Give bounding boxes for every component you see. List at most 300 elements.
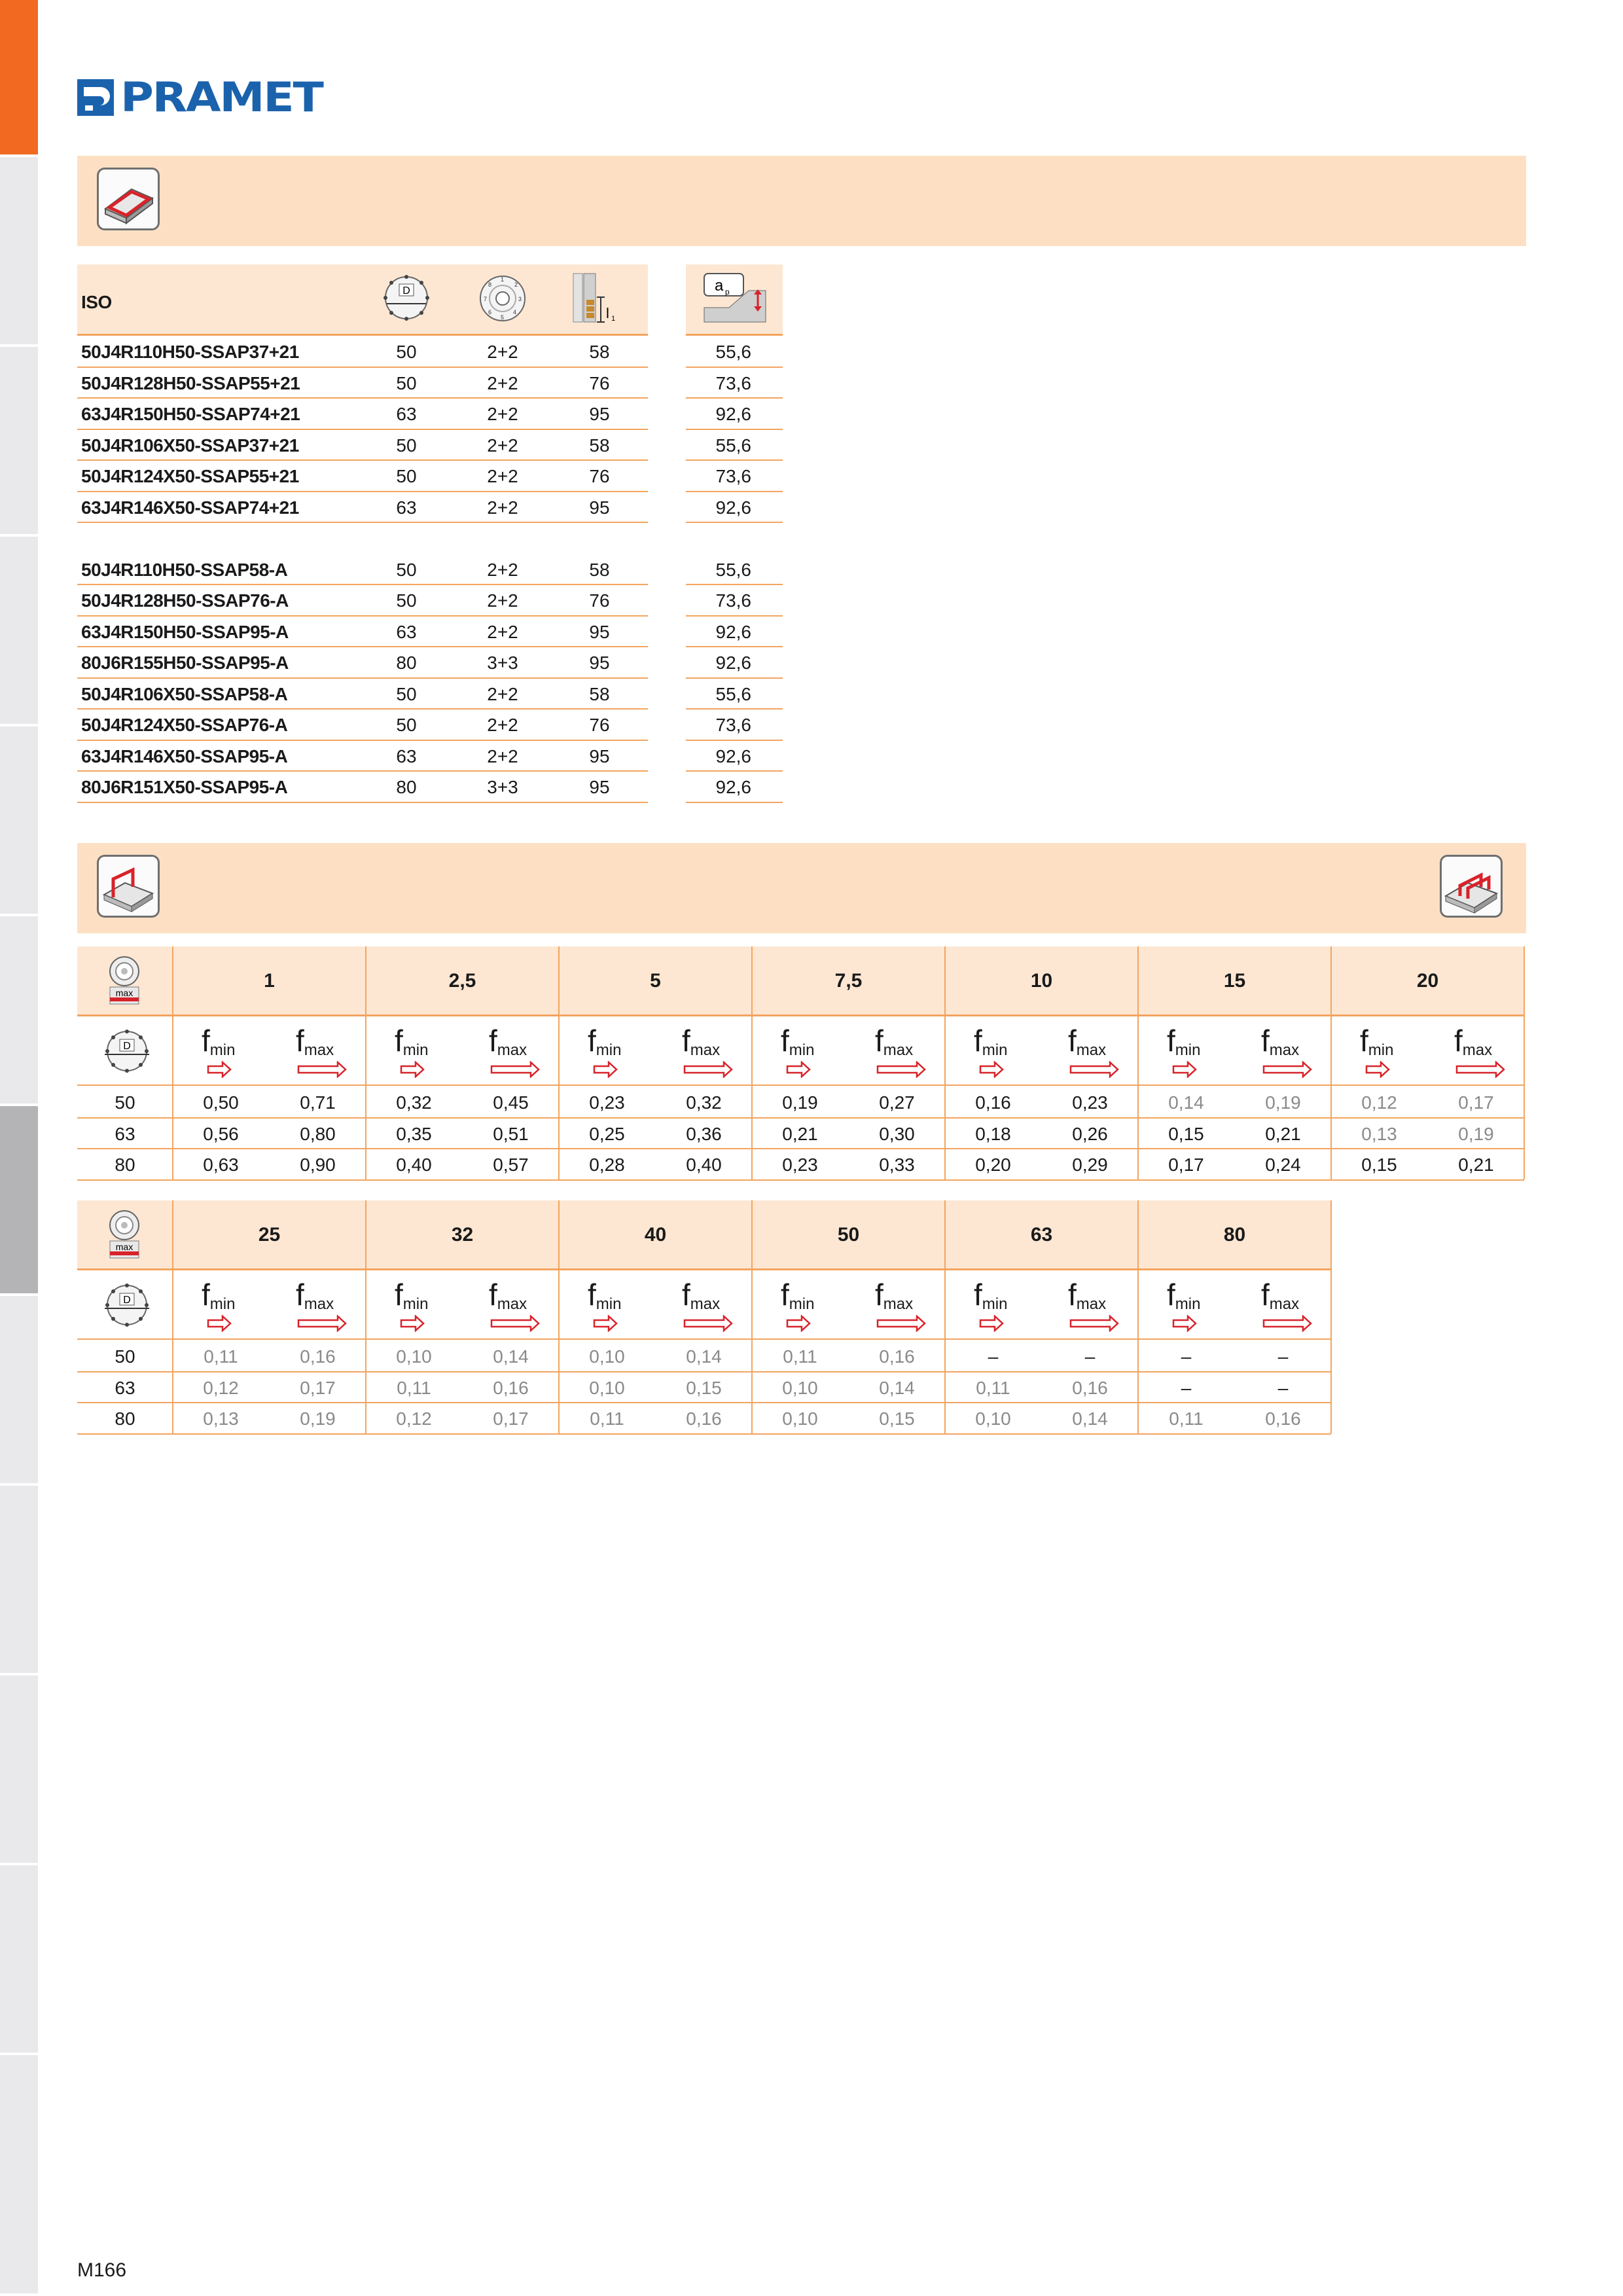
feed-value: 0,12: [396, 1408, 432, 1429]
ap-value: 55,6: [715, 435, 751, 456]
fmax-label: [489, 1026, 527, 1058]
side-tab[interactable]: [0, 157, 38, 347]
column-separator: [1330, 946, 1332, 1179]
svg-text:D: D: [123, 1295, 131, 1306]
feed-value: 0,16: [1265, 1408, 1301, 1429]
min-subscript: min: [596, 1041, 622, 1059]
row-rule: [686, 429, 783, 430]
feed-max-arrow-icon: [683, 1061, 733, 1078]
min-subscript: min: [402, 1041, 429, 1059]
feed-min-arrow-icon: [593, 1061, 618, 1078]
fmin-label: [1360, 1026, 1393, 1058]
engagement-column-header: 63: [1030, 1224, 1053, 1246]
diameter-value: 80: [396, 653, 417, 673]
feed-value: 0,28: [589, 1155, 625, 1175]
length-value: 95: [589, 777, 610, 797]
feed-value: 0,15: [879, 1408, 915, 1429]
side-tab[interactable]: [0, 916, 38, 1106]
column-separator: [558, 1200, 560, 1433]
row-rule: [77, 1433, 1331, 1435]
length-l1-icon: [572, 271, 628, 327]
feed-value: 0,40: [686, 1155, 722, 1175]
min-subscript: min: [789, 1295, 815, 1313]
row-rule: [77, 1402, 1331, 1403]
teeth-value: 2+2: [487, 404, 518, 424]
engagement-column-header: 32: [451, 1224, 474, 1246]
feed-min-arrow-icon: [207, 1061, 232, 1078]
row-rule: [686, 584, 783, 585]
teeth-value: 2+2: [487, 559, 518, 580]
depth-ap-icon: [703, 271, 768, 326]
ap-value: 92,6: [715, 404, 751, 424]
engagement-column-header: 50: [837, 1224, 860, 1246]
feed-value: 0,16: [300, 1346, 336, 1367]
diameter-value: 80: [115, 1408, 135, 1429]
row-rule: [686, 802, 783, 803]
header-rule: [77, 334, 648, 336]
fmin-label: [588, 1280, 621, 1312]
length-value: 76: [589, 715, 610, 735]
column-separator: [751, 1200, 753, 1433]
engagement-column-header: 15: [1223, 970, 1246, 992]
row-rule: [686, 615, 783, 617]
feed-value: 0,16: [686, 1408, 722, 1429]
feed-value: 0,16: [975, 1092, 1011, 1113]
row-rule: [77, 522, 648, 523]
teeth-value: 2+2: [487, 497, 518, 518]
fmax-label: [682, 1280, 720, 1312]
row-rule: [686, 367, 783, 368]
row-rule: [686, 397, 783, 399]
feed-value: 0,21: [1265, 1123, 1301, 1144]
feed-max-arrow-icon: [490, 1315, 540, 1332]
row-rule: [686, 522, 783, 523]
svg-text:7: 7: [484, 296, 488, 302]
brand-logo: [77, 73, 323, 121]
teeth-value: 2+2: [487, 590, 518, 611]
row-rule: [77, 459, 648, 461]
svg-text:8: 8: [488, 281, 492, 288]
svg-text:p: p: [725, 287, 730, 296]
column-separator: [365, 946, 366, 1179]
fmax-label: [1454, 1026, 1492, 1058]
column-separator: [558, 946, 560, 1179]
teeth-count-icon: [476, 272, 529, 325]
row-rule: [686, 708, 783, 709]
engagement-width-icon: [106, 1208, 143, 1261]
fmax-label: [1261, 1026, 1299, 1058]
svg-text:1: 1: [501, 276, 505, 283]
iso-code: 50J4R124X50-SSAP76-A: [81, 715, 288, 735]
fmin-label: [781, 1026, 814, 1058]
length-value: 95: [589, 497, 610, 518]
fmax-label: [875, 1280, 913, 1312]
max-subscript: max: [1462, 1041, 1493, 1059]
f-symbol: f: [395, 1278, 403, 1312]
svg-text:D: D: [402, 285, 410, 296]
feed-value: 0,11: [976, 1377, 1010, 1398]
feed-value: 0,29: [1072, 1155, 1108, 1175]
side-tab[interactable]: [0, 1486, 38, 1676]
column-separator: [365, 1200, 366, 1433]
ap-value: 92,6: [715, 777, 751, 797]
fmin-label: [974, 1026, 1007, 1058]
engagement-column-header: 80: [1223, 1224, 1246, 1246]
feed-value: 0,19: [782, 1092, 818, 1113]
row-rule: [77, 615, 648, 617]
f-symbol: f: [296, 1024, 304, 1058]
feed-value: 0,33: [879, 1155, 915, 1175]
feed-value: 0,26: [1072, 1123, 1108, 1144]
length-value: 95: [589, 653, 610, 673]
cutter-diameter-icon: [381, 272, 432, 323]
diameter-value: 50: [396, 342, 417, 362]
diameter-value: 50: [396, 715, 417, 735]
diameter-value: 50: [396, 559, 417, 580]
fmax-label: [875, 1026, 913, 1058]
f-symbol: f: [1360, 1024, 1368, 1058]
diameter-value: 50: [396, 466, 417, 486]
feed-max-arrow-icon: [490, 1061, 540, 1078]
feed-value: 0,71: [300, 1092, 336, 1113]
feed-value: 0,10: [589, 1346, 625, 1367]
feed-value: 0,51: [493, 1123, 529, 1144]
column-separator: [1137, 946, 1139, 1179]
feed-value: 0,14: [493, 1346, 529, 1367]
feed-value: 0,14: [879, 1377, 915, 1398]
side-tab[interactable]: [0, 1676, 38, 1865]
feed-value: 0,13: [1361, 1123, 1397, 1144]
ap-value: 73,6: [715, 372, 751, 393]
teeth-value: 2+2: [487, 342, 518, 362]
feed-max-arrow-icon: [1455, 1061, 1505, 1078]
row-rule: [686, 491, 783, 492]
max-subscript: max: [304, 1295, 334, 1313]
diameter-value: 63: [115, 1377, 135, 1398]
iso-code: 50J4R106X50-SSAP37+21: [81, 435, 299, 456]
iso-code: 50J4R128H50-SSAP55+21: [81, 372, 300, 393]
fmin-label: [974, 1280, 1007, 1312]
fmax-label: [682, 1026, 720, 1058]
feed-value: 0,32: [686, 1092, 722, 1113]
row-rule: [77, 1371, 1331, 1372]
feed-value: 0,10: [782, 1408, 818, 1429]
row-rule: [77, 708, 648, 709]
feed-max-arrow-icon: [1069, 1315, 1119, 1332]
max-subscript: max: [690, 1295, 721, 1313]
svg-text:3: 3: [518, 296, 522, 302]
max-subscript: max: [1269, 1041, 1300, 1059]
header-rule: [77, 1268, 1331, 1270]
fmax-label: [296, 1280, 334, 1312]
feed-value: 0,19: [1265, 1092, 1301, 1113]
iso-code: 63J4R150H50-SSAP74+21: [81, 404, 300, 424]
column-separator: [1524, 946, 1525, 1179]
slot-groove-icon: [1440, 855, 1503, 918]
feed-value: 0,12: [1361, 1092, 1397, 1113]
fmax-label: [296, 1026, 334, 1058]
f-symbol: f: [682, 1278, 690, 1312]
feed-value: 0,90: [300, 1155, 336, 1175]
feed-value: 0,17: [300, 1377, 336, 1398]
ap-value: 73,6: [715, 590, 751, 611]
ap-value: 73,6: [715, 715, 751, 735]
max-subscript: max: [1076, 1041, 1107, 1059]
fmin-label: [395, 1280, 428, 1312]
max-subscript: max: [304, 1041, 334, 1059]
row-rule: [686, 770, 783, 772]
feed-value: 0,10: [975, 1408, 1011, 1429]
row-rule: [686, 677, 783, 679]
f-symbol: f: [974, 1278, 982, 1312]
feed-min-arrow-icon: [786, 1315, 811, 1332]
diameter-value: 63: [396, 745, 417, 766]
column-separator: [751, 946, 753, 1179]
pramet-logo-icon: [77, 78, 114, 117]
feed-value: 0,30: [879, 1123, 915, 1144]
fmin-label: [1167, 1026, 1200, 1058]
cutter-diameter-icon: [101, 1028, 153, 1074]
feed-value: –: [1181, 1377, 1192, 1398]
feed-value: 0,56: [203, 1123, 239, 1144]
row-rule: [77, 802, 648, 803]
feed-value: –: [1277, 1377, 1289, 1398]
side-tab-section[interactable]: [0, 1106, 38, 1296]
column-separator: [172, 1200, 173, 1433]
side-tab[interactable]: [0, 726, 38, 916]
page-number: M166: [77, 2259, 127, 2281]
engagement-column-header: 1: [264, 970, 275, 992]
feed-value: 0,10: [589, 1377, 625, 1398]
iso-header: ISO: [81, 292, 112, 312]
f-symbol: f: [781, 1278, 789, 1312]
feed-value: –: [1277, 1346, 1289, 1367]
fmin-label: [395, 1026, 428, 1058]
ap-value: 55,6: [715, 559, 751, 580]
svg-text:5: 5: [501, 314, 505, 321]
feed-value: 0,63: [203, 1155, 239, 1175]
max-subscript: max: [1076, 1295, 1107, 1313]
engagement-column-header: 2,5: [448, 970, 476, 992]
diameter-value: 63: [396, 621, 417, 642]
svg-text:a: a: [715, 277, 724, 295]
iso-code: 50J4R124X50-SSAP55+21: [81, 466, 299, 486]
length-value: 58: [589, 683, 610, 704]
iso-code: 63J4R146X50-SSAP95-A: [81, 745, 288, 766]
cutter-diameter-icon: [101, 1282, 153, 1328]
feed-value: –: [1084, 1346, 1096, 1367]
side-tab[interactable]: [0, 2055, 38, 2296]
f-symbol: f: [588, 1024, 596, 1058]
row-rule: [686, 646, 783, 647]
f-symbol: f: [781, 1024, 789, 1058]
diameter-value: 50: [115, 1092, 135, 1113]
section-band-1: [77, 156, 1526, 246]
ap-value: 92,6: [715, 745, 751, 766]
fmax-label: [1068, 1280, 1106, 1312]
diameter-value: 63: [115, 1123, 135, 1144]
feed-value: 0,20: [975, 1155, 1011, 1175]
subheader-rule: [77, 1085, 1524, 1086]
f-symbol: f: [1454, 1024, 1463, 1058]
engagement-column-header: 7,5: [834, 970, 863, 992]
side-tab-active[interactable]: [0, 0, 38, 157]
length-value: 76: [589, 590, 610, 611]
f-symbol: f: [1068, 1024, 1077, 1058]
feed-max-arrow-icon: [1069, 1061, 1119, 1078]
feed-value: 0,15: [686, 1377, 722, 1398]
feed-value: 0,57: [493, 1155, 529, 1175]
feed-value: 0,16: [879, 1346, 915, 1367]
feed-value: 0,24: [1265, 1155, 1301, 1175]
feed-value: 0,32: [396, 1092, 432, 1113]
feed-value: 0,15: [1168, 1123, 1204, 1144]
diameter-value: 80: [396, 777, 417, 797]
feed-max-arrow-icon: [297, 1315, 347, 1332]
iso-code: 63J4R150H50-SSAP95-A: [81, 621, 289, 642]
length-value: 58: [589, 342, 610, 362]
feed-max-arrow-icon: [876, 1315, 926, 1332]
column-separator: [1330, 1200, 1332, 1433]
fmin-label: [781, 1280, 814, 1312]
feed-value: 0,10: [396, 1346, 432, 1367]
svg-text:4: 4: [513, 309, 517, 315]
f-symbol: f: [1261, 1278, 1270, 1312]
feed-min-arrow-icon: [1365, 1061, 1390, 1078]
f-symbol: f: [875, 1024, 883, 1058]
row-rule: [77, 740, 648, 741]
max-subscript: max: [883, 1295, 914, 1313]
feed-value: 0,11: [783, 1346, 817, 1367]
feed-min-arrow-icon: [593, 1315, 618, 1332]
f-symbol: f: [682, 1024, 690, 1058]
feed-value: 0,21: [782, 1123, 818, 1144]
feed-value: 0,23: [782, 1155, 818, 1175]
diameter-value: 63: [396, 497, 417, 518]
fmax-label: [489, 1280, 527, 1312]
engagement-column-header: 25: [258, 1224, 281, 1246]
feed-value: 0,14: [686, 1346, 722, 1367]
column-separator: [944, 1200, 946, 1433]
max-subscript: max: [690, 1041, 721, 1059]
feed-value: 0,17: [493, 1408, 529, 1429]
subheader-rule: [77, 1338, 1331, 1340]
spec-table-header: [77, 264, 648, 334]
row-rule: [77, 429, 648, 430]
iso-code: 50J4R110H50-SSAP58-A: [81, 559, 288, 580]
feed-value: 0,15: [1361, 1155, 1397, 1175]
teeth-value: 2+2: [487, 621, 518, 642]
side-tab[interactable]: [0, 1865, 38, 2055]
row-rule: [77, 397, 648, 399]
fmax-label: [1068, 1026, 1106, 1058]
f-symbol: f: [1167, 1278, 1175, 1312]
column-separator: [172, 946, 173, 1179]
teeth-value: 3+3: [487, 653, 518, 673]
fmin-label: [202, 1280, 235, 1312]
iso-code: 80J6R155H50-SSAP95-A: [81, 653, 289, 673]
feed-value: 0,36: [686, 1123, 722, 1144]
svg-text:l: l: [606, 305, 609, 321]
ap-value: 92,6: [715, 653, 751, 673]
svg-text:max: max: [115, 988, 134, 998]
feed-min-arrow-icon: [786, 1061, 811, 1078]
svg-text:2: 2: [514, 281, 518, 288]
feed-max-arrow-icon: [683, 1315, 733, 1332]
row-rule: [77, 677, 648, 679]
length-value: 95: [589, 404, 610, 424]
ap-value: 55,6: [715, 342, 751, 362]
f-symbol: f: [1167, 1024, 1175, 1058]
column-separator: [1137, 1200, 1139, 1433]
side-tab[interactable]: [0, 347, 38, 537]
diameter-value: 50: [396, 683, 417, 704]
feed-value: 0,13: [203, 1408, 239, 1429]
slot-milling-icon: [97, 855, 160, 918]
feed-value: 0,14: [1072, 1408, 1108, 1429]
max-subscript: max: [497, 1295, 527, 1313]
feed-min-arrow-icon: [400, 1315, 425, 1332]
column-separator: [944, 946, 946, 1179]
min-subscript: min: [982, 1295, 1008, 1313]
length-value: 95: [589, 745, 610, 766]
side-tab[interactable]: [0, 537, 38, 726]
row-rule: [686, 459, 783, 461]
row-rule: [77, 646, 648, 647]
feed-value: 0,23: [589, 1092, 625, 1113]
feed-value: 0,19: [1458, 1123, 1494, 1144]
min-subscript: min: [1175, 1041, 1201, 1059]
min-subscript: min: [1368, 1041, 1394, 1059]
svg-text:max: max: [115, 1242, 134, 1252]
feed-value: 0,11: [1169, 1408, 1204, 1429]
engagement-column-header: 10: [1030, 970, 1053, 992]
feed-value: 0,17: [1458, 1092, 1494, 1113]
feed-value: 0,14: [1168, 1092, 1204, 1113]
length-value: 58: [589, 435, 610, 456]
feed-value: 0,27: [879, 1092, 915, 1113]
f-symbol: f: [489, 1278, 497, 1312]
f-symbol: f: [202, 1024, 210, 1058]
fmin-label: [202, 1026, 235, 1058]
feed-value: 0,80: [300, 1123, 336, 1144]
min-subscript: min: [402, 1295, 429, 1313]
diameter-value: 80: [115, 1155, 135, 1175]
iso-code: 50J4R128H50-SSAP76-A: [81, 590, 289, 611]
feed-value: 0,35: [396, 1123, 432, 1144]
row-rule: [77, 491, 648, 492]
ap-value: 73,6: [715, 466, 751, 486]
max-subscript: max: [497, 1041, 527, 1059]
length-value: 76: [589, 372, 610, 393]
side-tab[interactable]: [0, 1296, 38, 1486]
feed-min-arrow-icon: [979, 1061, 1004, 1078]
f-symbol: f: [1261, 1024, 1270, 1058]
feed-value: –: [988, 1346, 999, 1367]
feed-value: 0,11: [397, 1377, 431, 1398]
iso-code: 63J4R146X50-SSAP74+21: [81, 497, 299, 518]
row-rule: [77, 770, 648, 772]
feed-min-arrow-icon: [207, 1315, 232, 1332]
length-value: 58: [589, 559, 610, 580]
feed-min-arrow-icon: [1172, 1315, 1197, 1332]
diameter-value: 50: [396, 590, 417, 611]
diameter-value: 63: [396, 404, 417, 424]
f-symbol: f: [1068, 1278, 1077, 1312]
diameter-value: 50: [396, 372, 417, 393]
f-symbol: f: [974, 1024, 982, 1058]
teeth-value: 2+2: [487, 466, 518, 486]
